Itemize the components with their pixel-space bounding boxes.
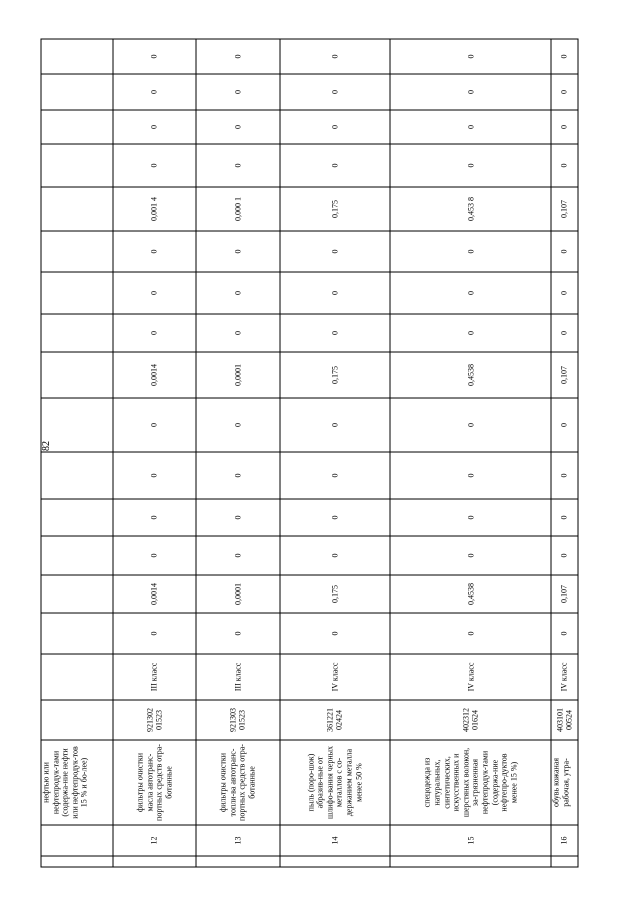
value-cell: 0 [196, 144, 279, 187]
value-cell [41, 398, 113, 452]
value-cell: 0 [280, 452, 391, 499]
value-cell: 0 [113, 613, 196, 654]
value-cell [41, 613, 113, 654]
value-cell: 0 [113, 272, 196, 314]
value-cell: 0,175 [280, 352, 391, 398]
value-cell: 0 [390, 231, 551, 272]
value-cell: 0,107 [551, 352, 578, 398]
value-cell: 0 [280, 74, 391, 110]
value-cell: 0 [280, 314, 391, 352]
value-cell: 0 [196, 39, 279, 74]
value-cell: 0 [280, 613, 391, 654]
value-cell [41, 144, 113, 187]
value-cell: 0 [280, 231, 391, 272]
table-row [113, 39, 196, 867]
value-cell: 0 [280, 398, 391, 452]
waste-name-cell: обувь кожаная рабочая, утра- [551, 740, 578, 825]
value-cell [41, 352, 113, 398]
row-spacer-cell [280, 856, 391, 867]
value-cell: 0 [113, 452, 196, 499]
value-cell: 0 [551, 314, 578, 352]
value-cell: 0 [551, 231, 578, 272]
value-cell: 0,4538 [390, 352, 551, 398]
value-cell: 0 [196, 398, 279, 452]
value-cell [41, 272, 113, 314]
value-cell [41, 314, 113, 352]
value-cell: 0 [551, 536, 578, 575]
value-cell: 0 [551, 272, 578, 314]
value-cell: 0 [113, 398, 196, 452]
value-cell: 0 [390, 144, 551, 187]
value-cell: 0 [280, 110, 391, 144]
value-cell: 0 [196, 272, 279, 314]
row-number-cell: 15 [390, 825, 551, 856]
value-cell [41, 187, 113, 231]
fkko-code-cell: 361221 02424 [280, 700, 391, 740]
value-cell: 0 [280, 39, 391, 74]
fkko-code-cell: 921302 01523 [113, 700, 196, 740]
value-cell: 0 [280, 499, 391, 536]
value-cell: 0 [113, 39, 196, 74]
value-cell: 0,000 1 [196, 187, 279, 231]
value-cell: 0 [280, 144, 391, 187]
row-number-cell: 14 [280, 825, 391, 856]
waste-name-cell: фильтры очистки масла автотранс-портных средств отра-ботанные [113, 740, 196, 825]
value-cell [41, 575, 113, 613]
value-cell: 0 [551, 39, 578, 74]
value-cell [41, 110, 113, 144]
value-cell: 0 [551, 398, 578, 452]
waste-name-cell: спецодежда из натуральных, синтетических, искусственных и шерстяных волокон, за-грязненная нефтепродук-тами (содержа-ние нефтепро-дуктов менее 15 %) [390, 740, 551, 825]
value-cell: 0 [390, 452, 551, 499]
value-cell: 0,0014 [113, 352, 196, 398]
fkko-code-cell [41, 700, 113, 740]
value-cell [41, 231, 113, 272]
value-cell: 0 [390, 110, 551, 144]
value-cell: 0 [390, 39, 551, 74]
fkko-code-cell: 921303 01523 [196, 700, 279, 740]
value-cell: 0 [551, 499, 578, 536]
value-cell: 0 [551, 452, 578, 499]
row-spacer-cell [113, 856, 196, 867]
value-cell: 0 [551, 74, 578, 110]
value-cell: 0 [280, 536, 391, 575]
hazard-class-cell: IV класс [390, 654, 551, 700]
table-row [41, 39, 113, 867]
waste-name-cell: пыль (поро-шок) абразив-ные от шлифо-вания черных металлов с со-держанием металла менее 50 % [280, 740, 391, 825]
value-cell: 0 [196, 499, 279, 536]
waste-name-cell: фильтры очистки топли-ва автотранс-портных средств отра-ботанные [196, 740, 279, 825]
hazard-class-cell [41, 654, 113, 700]
value-cell: 0 [196, 314, 279, 352]
value-cell: 0 [390, 314, 551, 352]
value-cell: 0,175 [280, 575, 391, 613]
row-number-cell: 13 [196, 825, 279, 856]
value-cell: 0 [196, 110, 279, 144]
hazard-class-cell: IV класс [551, 654, 578, 700]
value-cell: 0 [196, 231, 279, 272]
hazard-class-cell: III класс [196, 654, 279, 700]
row-number-cell [41, 825, 113, 856]
value-cell: 0,0001 [196, 575, 279, 613]
waste-table [41, 38, 579, 867]
value-cell: 0,001 4 [113, 187, 196, 231]
value-cell: 0 [390, 536, 551, 575]
row-spacer-cell [196, 856, 279, 867]
hazard-class-cell: III класс [113, 654, 196, 700]
value-cell: 0 [551, 144, 578, 187]
value-cell: 0 [551, 613, 578, 654]
value-cell: 0 [113, 144, 196, 187]
value-cell: 0,4538 [390, 575, 551, 613]
table-row [551, 39, 578, 867]
value-cell: 0,107 [551, 187, 578, 231]
value-cell: 0 [196, 452, 279, 499]
value-cell: 0 [113, 314, 196, 352]
row-spacer-cell [551, 856, 578, 867]
row-number-cell: 16 [551, 825, 578, 856]
value-cell: 0,0014 [113, 575, 196, 613]
value-cell: 0,107 [551, 575, 578, 613]
value-cell: 0 [113, 74, 196, 110]
value-cell: 0 [196, 613, 279, 654]
value-cell: 0 [390, 613, 551, 654]
value-cell: 0,175 [280, 187, 391, 231]
value-cell: 0 [390, 272, 551, 314]
row-spacer-cell [390, 856, 551, 867]
value-cell: 0 [390, 74, 551, 110]
value-cell [41, 499, 113, 536]
page-number: 82 [41, 441, 52, 451]
value-cell [41, 74, 113, 110]
hazard-class-cell: IV класс [280, 654, 391, 700]
table-row [390, 39, 551, 867]
row-number-cell: 12 [113, 825, 196, 856]
table-row [196, 39, 279, 867]
value-cell [41, 39, 113, 74]
value-cell: 0 [196, 74, 279, 110]
value-cell: 0 [113, 110, 196, 144]
fkko-code-cell: 403101 00524 [551, 700, 578, 740]
value-cell: 0,0001 [196, 352, 279, 398]
waste-name-cell: нефтью или нефтепродук-тами (содержа-ние нефти или нефтепродук-тов 15 % и бо-лее) [41, 740, 113, 825]
value-cell: 0 [390, 398, 551, 452]
value-cell: 0 [196, 536, 279, 575]
value-cell: 0 [113, 231, 196, 272]
value-cell [41, 536, 113, 575]
value-cell: 0 [113, 536, 196, 575]
value-cell: 0 [551, 110, 578, 144]
value-cell [41, 452, 113, 499]
value-cell: 0 [390, 499, 551, 536]
value-cell: 0 [280, 272, 391, 314]
value-cell: 0,453 8 [390, 187, 551, 231]
row-spacer-cell [41, 856, 113, 867]
table-row [280, 39, 391, 867]
fkko-code-cell: 402312 01624 [390, 700, 551, 740]
value-cell: 0 [113, 499, 196, 536]
